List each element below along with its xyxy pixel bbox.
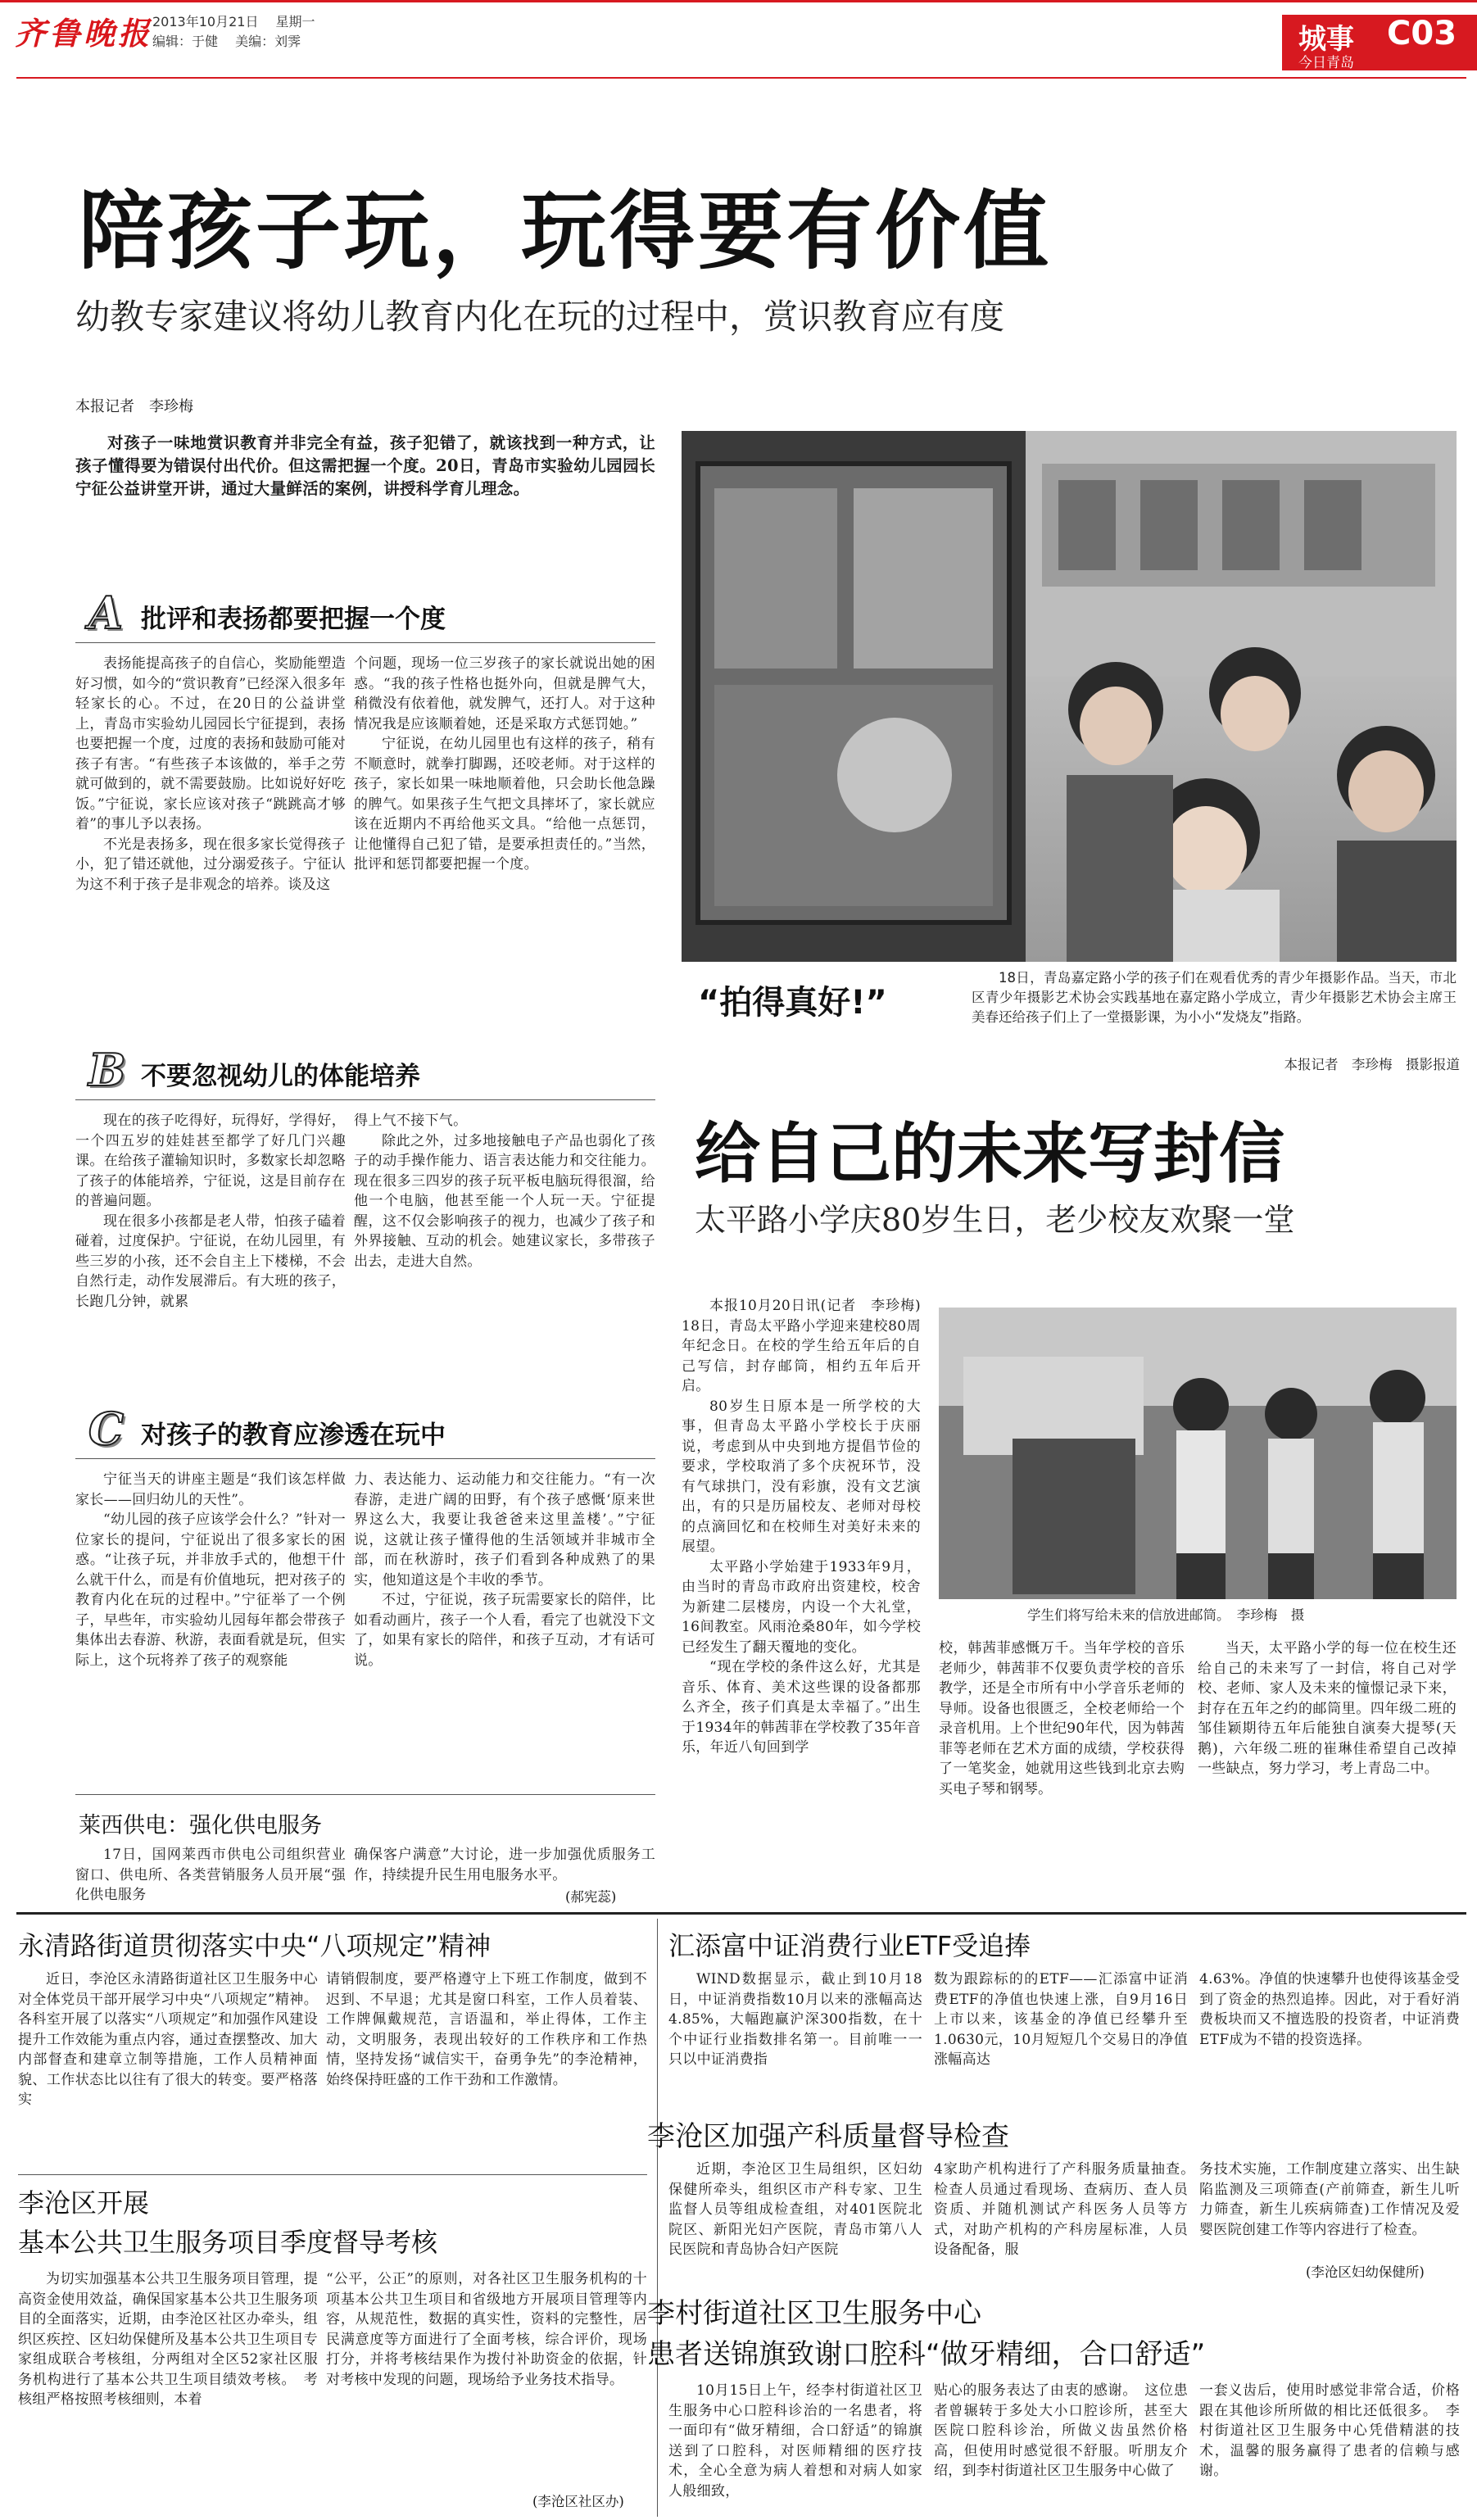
photo1-caption [972, 968, 1457, 1052]
laixi-credit: (郝宪蕊) [565, 1889, 617, 1905]
section-c-col2-p1: 力、表达能力、运动能力和交往能力。“有一次春游，走进广阔的田野，有个孩子感慨‘原来世界这么大，我要让我爸爸来这里盖楼’。”宁征说，这就让孩子懂得他的生活领域并非城市全部，而在秋游时，孩子们看到各种成熟了的果实，他知道这是个丰收的季节。 [354, 1471, 655, 1589]
yongqing-col2 [326, 1969, 647, 2168]
section-b-col1 [75, 1111, 346, 1386]
school-title: 给自己的未来写封信 [695, 1116, 1284, 1192]
page-number: C03 [1387, 15, 1457, 52]
section-c-col2 [354, 1470, 655, 1786]
section-c-col2-p2: 不过，宁征说，孩子玩需要家长的陪伴，比如看动画片，孩子一个人看，看完了也就没下文了，如果有家长的陪伴，和孩子互动，才有话可说。 [354, 1592, 655, 1669]
date: 2013年10月21日 [152, 14, 259, 29]
photo1-title: “拍得真好!” [698, 984, 887, 1022]
photo-students-mailbox [939, 1308, 1457, 1599]
banner-title-line1: 李村街道社区卫生服务中心 [647, 2297, 981, 2330]
school-col1 [682, 1296, 936, 1888]
etf-col1-text: WIND数据显示，截止到10月18日，中证消费指数10月以来的涨幅高达4.85%，大幅跑赢沪深300指数，在十个中证行业指数排名第一。目前唯一一只以中证消费指 [668, 1971, 922, 2068]
school-col1-p1: 本报10月20日讯(记者 李珍梅) 18日，青岛太平路小学迎来建校80周年纪念日。在校的学生给五年后的自己写信，封存邮筒，相约五年后开启。 [682, 1298, 936, 1394]
licang-public-col2-text: “公平，公正”的原则，对各社区卫生服务机构的十项基本公共卫生项目和省级地方开展项目管理等内容，从规范性，数据的真实性，资料的完整性，居民满意度等方面进行了全面考核，综合评价，现场打分，并将考核结果作为拨付补助资金的依据，针对考核中发现的问题，现场给予业务技术指导。 [326, 2271, 647, 2388]
yongqing-title: 永清路街道贯彻落实中央“八项规定”精神 [18, 1930, 492, 1961]
section-b-heading: 不要忽视幼儿的体能培养 [141, 1062, 420, 1091]
editor-credits [152, 31, 301, 50]
photo-mailbox-illustration [939, 1308, 1457, 1599]
licang-quality-credit: (李沧区妇幼保健所) [1306, 2264, 1425, 2280]
section-a-col2-p1: 个问题，现场一位三岁孩子的家长就说出她的困惑。“我的孩子性格也挺外向，但就是脾气大，稍微没有依着他，就发脾气，还打人。对于这种情况我是应该顺着她，还是采取方式惩罚她。” [354, 655, 655, 732]
etf-col1 [668, 1969, 922, 2109]
licang-quality-col3-text: 务技术实施，工作制度建立落实、出生缺陷监测及三项筛查(产前筛查，新生儿听力筛查，新生儿疾病筛查)工作情况及爱婴医院创建工作等内容进行了检查。 [1199, 2161, 1460, 2238]
section-b-col2-p2: 除此之外，过多地接触电子产品也弱化了孩子的动手操作能力、语言表达能力和交往能力。现在很多三四岁的孩子玩平板电脑玩得很溜，给他一个电脑，他甚至能一个人玩一天。宁征提醒，这不仅会影响孩子的视力，也减少了孩子和外界接触、互动的机会。她建议家长，多带孩子出去，走进大自然。 [354, 1132, 655, 1270]
lead-intro-text: 对孩子一味地赏识教育并非完全有益，孩子犯错了，就该找到一种方式，让孩子懂得要为错误付出代价。但这需把握一个度。20日，青岛市实验幼儿园园长宁征公益讲堂开讲，通过大量鲜活的案例，讲授科学育儿理念。 [75, 433, 655, 498]
laixi-col1-text: 17日，国网莱西市供电公司组织营业窗口、供电所、各类营销服务人员开展“强化供电服务 [75, 1847, 346, 1903]
section-b-col2 [354, 1111, 655, 1386]
photo1-credit: 本报记者 李珍梅 摄影报道 [1284, 1057, 1460, 1072]
yongqing-col1-text: 近日，李沧区永清路街道社区卫生服务中心对全体党员干部开展学习中央“八项规定”精神。各科室开展了以落实“八项规定”和加强作风建设提升工作效能为重点内容，通过查摆整改、加大内部督查和建章立制等措施，工作人员精神面貌、工作状态比以往有了很大的转变。要严格落实 [18, 1971, 318, 2108]
banner-title-line2: 患者送锦旗致谢口腔科“做牙精细，合口舒适” [647, 2338, 1206, 2371]
banner-col3-text: 一套义齿后，使用时感觉非常合适，价格跟在其他诊所所做的相比还低很多。 李村街道社区卫生服务中心凭借精湛的技术，温馨的服务赢得了患者的信赖与感谢。 [1199, 2382, 1460, 2479]
laixi-top-rule [75, 1794, 655, 1795]
weekday: 星期一 [275, 14, 315, 29]
licang-quality-col3 [1199, 2160, 1460, 2261]
bottom-section-rule [16, 1912, 1466, 1915]
banner-col1 [668, 2381, 922, 2517]
section-c-col1-p2: “幼儿园的孩子应该学会什么？”针对一位家长的提问，宁征说出了很多家长的困惑。“让孩子玩，并非放手式的，他想干什么就干什么，而是有价值地玩，把对孩子的教育内化在玩的过程中。”宁征举了一个例子，早些年，市实验幼儿园每年都会带孩子集体出去春游、秋游，表面看就是玩，但实际上，这个玩将养了孩子的观察能 [75, 1512, 346, 1669]
school-col1-p2: 80岁生日原本是一所学校的大事，但青岛太平路小学校长于庆丽说，考虑到从中央到地方提倡节俭的要求，学校取消了多个庆祝环节，没有气球拱门，没有彩旗，没有文艺演出，有的只是历届校友、老师对母校的点滴回忆和在校师生对美好未来的展望。 [682, 1398, 921, 1555]
etf-col3-text: 4.63%。净值的快速攀升也使得该基金受到了资金的热烈追捧。因此，对于看好消费板块而又不擅选股的投资者，中证消费ETF成为不错的投资选择。 [1199, 1971, 1460, 2048]
edition-name: 今日青岛 [1298, 55, 1354, 71]
school-col3-text: 当天，太平路小学的每一位在校生还给自己的未来写了一封信，将自己对学校、老师、家人及未来的憧憬记录下来，封存在五年之约的邮筒里。四年级二班的邹佳颖期待五年后能独自演奏大提琴(天鹅)，六年级二班的崔琳佳希望自己改掉一些缺点，努力学习，考上青岛二中。 [1198, 1640, 1457, 1777]
yongqing-col1 [18, 1969, 318, 2168]
lead-subtitle: 幼教专家建议将幼儿教育内化在玩的过程中，赏识教育应有度 [75, 297, 1005, 337]
licang-quality-col2 [934, 2160, 1203, 2282]
etf-col2-text: 数为跟踪标的的ETF——汇添富中证消费ETF的净值也快速上涨，自9月16日上市以来，该基金的净值已经攀升至1.0630元，10月短短几个交易日的净值涨幅高达 [934, 1971, 1188, 2068]
section-b-badge: B [88, 1044, 126, 1096]
banner-col1-text: 10月15日上午，经李村街道社区卫生服务中心口腔科诊治的一名患者，将一面印有“做牙精细，合口舒适”的锦旗送到了口腔科，对医师精细的医疗技术，全心全意为病人着想和对病人如家人般细致， [668, 2382, 922, 2500]
photo-children-illustration [682, 431, 1457, 962]
licang-quality-col1-text: 近期，李沧区卫生局组织，区妇幼保健所牵头，组织区市产科专家、卫生监督人员等组成检查组，对401医院北院区、新阳光妇产医院，青岛市第八人民医院和青岛协合妇产医院 [668, 2161, 922, 2258]
issue-date [152, 11, 315, 30]
licang-quality-col2-text: 4家助产机构进行了产科服务质量抽查。 检查人员通过看现场、查病历、查人员资质、并随机测试产科医务人员等方式，对助产机构的产科房屋标准，人员设备配备，服 [934, 2161, 1203, 2258]
licang-public-credit: (李沧区社区办) [532, 2494, 624, 2509]
yongqing-col2-text: 请销假制度，要严格遵守上下班工作制度，做到不迟到、不早退；尤其是窗口科室，工作人员着装、工作牌佩戴规范，言语温和，举止得体，工作主动，文明服务，表现出较好的工作秩序和工作热情，坚持发扬“诚信实干，奋勇争先”的李沧精神，始终保持旺盛的工作干劲和工作激情。 [326, 1971, 647, 2088]
section-name: 城事 [1298, 23, 1354, 56]
licang-quality-col1 [668, 2160, 922, 2282]
etf-col2 [934, 1969, 1188, 2109]
lead-byline: 本报记者 李珍梅 [75, 398, 193, 415]
school-col1-p4: “现在学校的条件这么好，尤其是音乐、体育、美术这些课的设备都那么齐全，孩子们真是太幸福了。”出生于1934年的韩茜菲在学校教了35年音乐，年近八旬回到学 [682, 1659, 921, 1756]
school-col2-text: 校，韩茜菲感慨万千。当年学校的音乐老师少，韩茜菲不仅要负责学校的音乐教学，还是全市所有中小学音乐老师的导师。设备也很匮乏，全校老师给一个录音机用。上个世纪90年代，因为韩茜菲等老师在艺术方面的成绩，学校获得了一笔奖金，她就用这些钱到北京去购买电子琴和钢琴。 [939, 1640, 1185, 1797]
school-col2 [939, 1638, 1185, 1884]
section-c-col1-p1: 宁征当天的讲座主题是“我们该怎样做家长——回归幼儿的天性”。 [75, 1471, 346, 1508]
photo-children-viewing-exhibit [682, 431, 1457, 962]
licang-public-col1 [18, 2269, 318, 2512]
section-c-rule [75, 1458, 655, 1459]
section-c-heading: 对孩子的教育应渗透在玩中 [141, 1421, 446, 1450]
photo1-caption-text: 18日，青岛嘉定路小学的孩子们在观看优秀的青少年摄影作品。当天，市北区青少年摄影艺术协会实践基地在嘉定路小学成立，青少年摄影艺术协会主席王美春还给孩子们上了一堂摄影课，为小小“发烧友”指路。 [972, 970, 1457, 1025]
licang-public-col1-text: 为切实加强基本公共卫生服务项目管理，提高资金使用效益，确保国家基本公共卫生服务项目的全面落实，近期，由李沧区社区办牵头，组织区疾控、区妇幼保健所及基本公共卫生项目专家组成联合考核组，分两组对全区52家社区服务机构进行了基本公共卫生项目绩效考核。 考核组严格按照考核细则，本着 [18, 2271, 318, 2408]
lead-title: 陪孩子玩，玩得要有价值 [79, 181, 1053, 281]
school-col1-p3: 太平路小学始建于1933年9月，由当时的青岛市政府出资建校，校舍为新建二层楼房，内设一个大礼堂，16间教室。风雨沧桑80年，如今学校已经发生了翻天覆地的变化。 [682, 1558, 921, 1656]
section-b-col1-p1: 现在的孩子吃得好，玩得好，学得好，一个四五岁的娃娃甚至都学了好几门兴趣课。在给孩子灌输知识时，多数家长却忽略了孩子的体能培养，宁征说，这是目前存在的普遍问题。 [75, 1113, 346, 1209]
section-a-col2-p2: 宁征说，在幼儿园里也有这样的孩子，稍有不顺意时，就拳打脚踢，还咬老师。对于这样的孩子，家长如果一味地顺着他，只会助长他急躁的脾气。如果孩子生气把文具摔坏了，家长就应该在近期内不再给他买文具。“给他一点惩罚，让他懂得自己犯了错，是要承担责任的。”当然，批评和惩罚都要把握一个度。 [354, 736, 655, 872]
licang-quality-title: 李沧区加强产科质量督导检查 [647, 2120, 1009, 2153]
section-flag [1282, 15, 1477, 70]
school-col3 [1198, 1638, 1457, 1884]
section-c-col1 [75, 1470, 346, 1786]
section-a-rule [75, 642, 655, 643]
section-a-col2 [354, 654, 655, 1029]
laixi-col1 [75, 1845, 346, 1907]
top-accent-rule [0, 0, 1477, 2]
licang-public-title-line1: 李沧区开展 [18, 2187, 150, 2219]
section-a-col1 [75, 654, 346, 1029]
bottom-column-divider [657, 1919, 658, 2517]
newspaper-logo: 齐鲁晚报 [15, 15, 153, 52]
etf-col3 [1199, 1969, 1460, 2109]
school-subtitle: 太平路小学庆80岁生日，老少校友欢聚一堂 [695, 1202, 1295, 1238]
section-c-badge: C [88, 1403, 124, 1455]
school-photo-caption: 学生们将写给未来的信放进邮筒。 李珍梅 摄 [1027, 1607, 1305, 1623]
designer: 美编：刘霁 [235, 34, 301, 49]
section-a-heading: 批评和表扬都要把握一个度 [141, 605, 446, 634]
section-b-col2-p1: 得上气不接下气。 [354, 1113, 468, 1129]
section-a-col1-p2: 不光是表扬多，现在很多家长觉得孩子小，犯了错还就他，过分溺爱孩子。宁征认为这不利于孩子是非观念的培养。谈及这 [75, 836, 346, 893]
etf-title: 汇添富中证消费行业ETF受追捧 [668, 1930, 1031, 1961]
banner-col2-text: 贴心的服务表达了由衷的感谢。 这位患者曾辗转于多处大小口腔诊所，甚至大医院口腔科诊治，所做义齿虽然价格高，但使用时感觉很不舒服。听朋友介绍，到李村街道社区卫生服务中心做了 [934, 2382, 1188, 2479]
section-b-col1-p2: 现在很多小孩都是老人带，怕孩子磕着碰着，过度保护。宁征说，在幼儿园里，有些三岁的小孩，还不会自主上下楼梯，不会自然行走，动作发展滞后。有大班的孩子，长跑几分钟，就累 [75, 1212, 346, 1310]
editor: 编辑：于健 [152, 34, 219, 49]
section-b-rule [75, 1099, 655, 1100]
licang-public-col2 [326, 2269, 647, 2491]
yongqing-bottom-rule [18, 2174, 647, 2175]
laixi-title: 莱西供电：强化供电服务 [79, 1813, 322, 1838]
banner-col3 [1199, 2381, 1460, 2517]
section-a-badge: A [88, 587, 123, 639]
masthead-rule [16, 77, 1466, 79]
banner-col2 [934, 2381, 1188, 2517]
licang-public-title-line2: 基本公共卫生服务项目季度督导考核 [18, 2227, 438, 2258]
laixi-col2-text: 确保客户满意”大讨论，进一步加强优质服务工作，持续提升民生用电服务水平。 [354, 1847, 655, 1883]
lead-intro [75, 432, 655, 551]
section-a-col1-p1: 表扬能提高孩子的自信心，奖励能塑造好习惯，如今的“赏识教育”已经深入很多年轻家长的心。不过，在20日的公益讲堂上，青岛市实验幼儿园园长宁征提到，表扬也要把握一个度，过度的表扬和鼓励可能对孩子有害。“有些孩子本该做的，举手之劳就可做到的，就不需要鼓励。比如说好好吃饭。”宁征说，家长应该对孩子“跳跳高才够着”的事儿予以表扬。 [75, 655, 346, 832]
